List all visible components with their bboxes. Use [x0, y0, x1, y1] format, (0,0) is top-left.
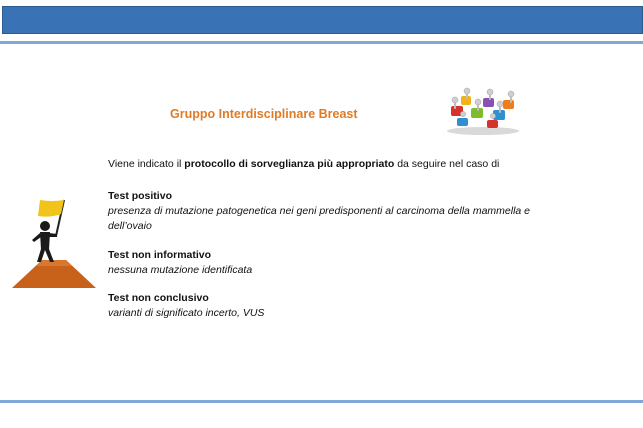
intro-bold: protocollo di sorveglianza più appropriato: [184, 158, 395, 170]
section-description: presenza di mutazione patogenetica nei geni predisponenti al carcinoma della mammella e dell’ovaio: [108, 205, 530, 232]
puzzle-team-icon: [443, 84, 523, 136]
section-test-non-informativo: [108, 248, 528, 278]
intro-before: Viene indicato il: [108, 158, 185, 170]
header-bar: [2, 6, 643, 34]
footer-divider: [0, 400, 643, 403]
summit-flag-icon: [12, 196, 96, 288]
intro-after: da seguire nel caso di: [394, 158, 500, 170]
section-heading: Test non informativo: [108, 249, 212, 261]
slide-title: Gruppo Interdisciplinare Breast: [170, 107, 358, 121]
section-heading: Test positivo: [108, 190, 172, 202]
header-divider: [0, 41, 643, 44]
section-heading: Test non conclusivo: [108, 292, 209, 304]
section-description: nessuna mutazione identificata: [108, 264, 253, 276]
section-description: varianti di significato incerto, VUS: [108, 307, 265, 319]
intro-sentence: [108, 158, 499, 170]
section-test-non-conclusivo: [108, 291, 528, 321]
section-test-positivo: [108, 189, 548, 234]
